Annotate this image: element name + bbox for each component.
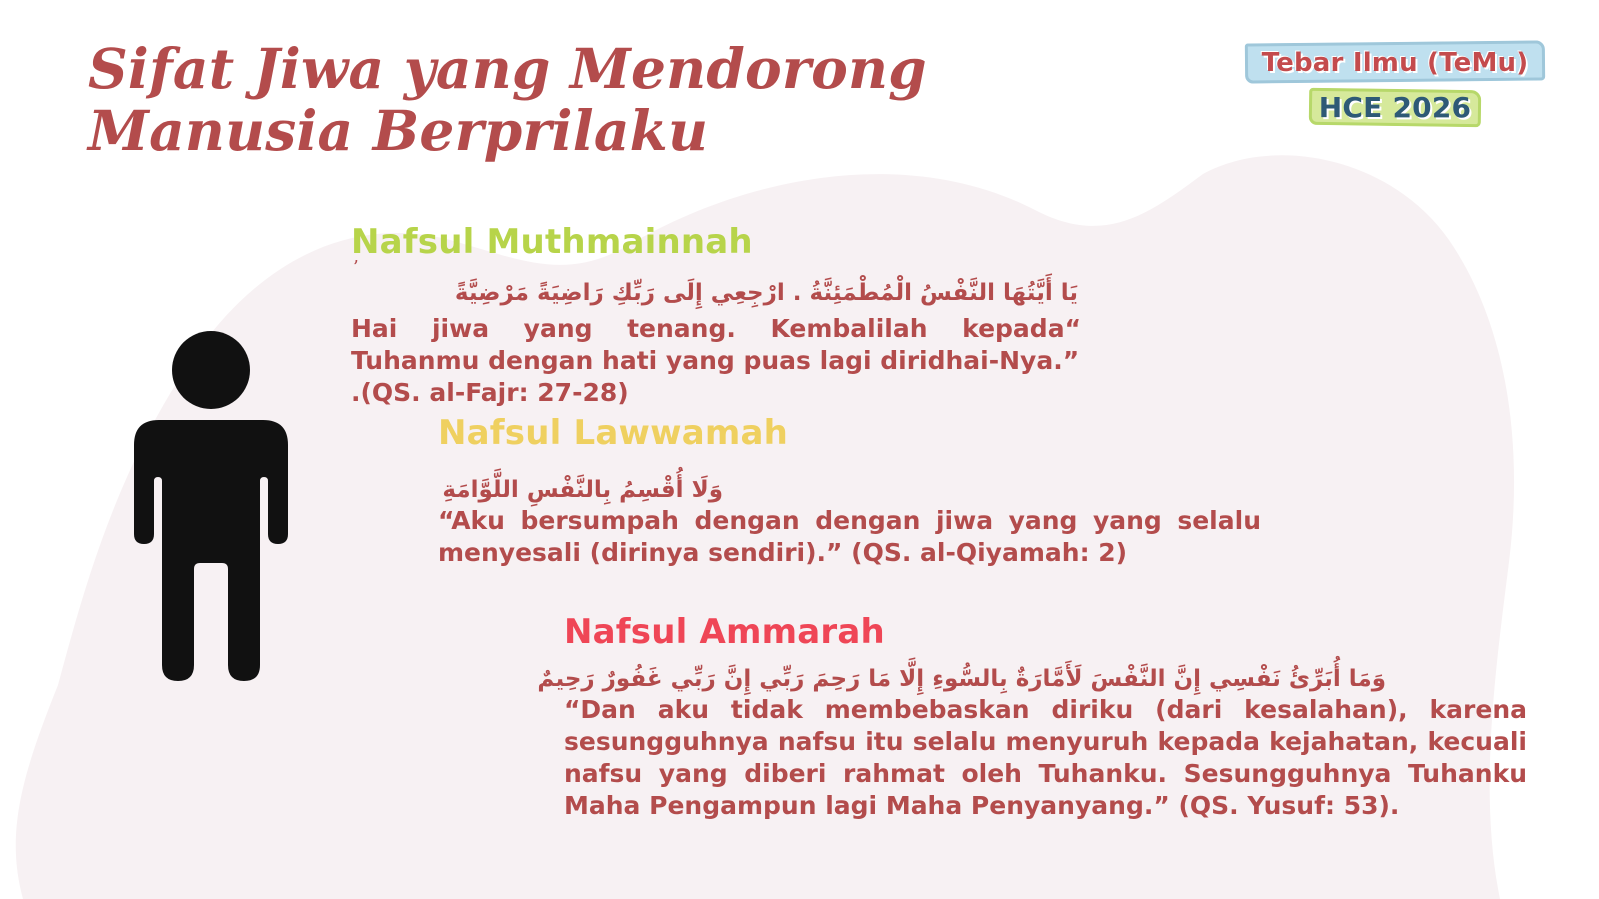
nafsul-lawwamah-title: Nafsul Lawwamah (438, 413, 789, 453)
nafsul-muthmainnah-mark: ’ (353, 257, 359, 278)
nafsul-lawwamah-translation-line-1: “Aku bersumpah dengan dengan jiwa yang yang selalu (438, 506, 1261, 535)
nafsul-lawwamah-translation (438, 505, 1261, 569)
person-icon (134, 331, 288, 681)
nafsul-muthmainnah-translation-line-2: Tuhanmu dengan hati yang puas lagi diridhai-Nya.” (351, 346, 1080, 375)
section-nafsul-lawwamah (438, 413, 1261, 569)
temu-hce-logo (1245, 38, 1545, 133)
slide-title: Sifat Jiwa yang Mendorong Manusia Berprilaku (88, 36, 927, 163)
person-body (134, 420, 288, 681)
nafsul-lawwamah-translation-line-2: menyesali (dirinya sendiri).” (QS. al-Qiyamah: 2) (438, 538, 1128, 567)
nafsul-muthmainnah-arabic: يَا أَيَّتُهَا النَّفْسُ الْمُطْمَئِنَّةُ . ارْجِعِي إِلَى رَبِّكِ رَاضِيَةً مَرْضِيَّةً (454, 280, 1078, 306)
logo-line2-text: HCE 2026 (1318, 91, 1472, 124)
person-head (172, 331, 250, 409)
nafsul-ammarah-translation (564, 694, 1527, 822)
nafsul-ammarah-title: Nafsul Ammarah (564, 612, 885, 652)
section-nafsul-ammarah (537, 612, 1527, 822)
nafsul-lawwamah-arabic: وَلَا أُقْسِمُ بِالنَّفْسِ اللَّوَّامَةِ (442, 477, 723, 503)
nafsul-ammarah-translation-line-2: sesungguhnya nafsu itu selalu menyuruh kepada kejahatan, kecuali (564, 727, 1527, 756)
nafsul-ammarah-translation-line-1: “Dan aku tidak membebaskan diriku (dari kesalahan), karena (564, 695, 1527, 724)
nafsul-muthmainnah-title: Nafsul Muthmainnah (351, 222, 753, 262)
nafsul-ammarah-translation-line-3: nafsu yang diberi rahmat oleh Tuhanku. Sesungguhnya Tuhanku (564, 759, 1527, 788)
nafsul-ammarah-arabic: وَمَا أُبَرِّئُ نَفْسِي إِنَّ النَّفْسَ لَأَمَّارَةٌ بِالسُّوءِ إِلَّا مَا رَحِمَ رَبِّي إِنَّ رَبِّي غَفُورٌ رَحِيمٌ (537, 666, 1386, 692)
nafsul-ammarah-translation-line-4: Maha Pengampun lagi Maha Penyanyang.” (QS. Yusuf: 53). (564, 791, 1400, 820)
nafsul-muthmainnah-translation-line-1: Hai jiwa yang tenang. Kembalilah kepada“ (351, 314, 1081, 343)
nafsul-muthmainnah-translation (351, 313, 1081, 409)
section-nafsul-muthmainnah (351, 222, 1081, 409)
logo-line1-text: Tebar Ilmu (TeMu) (1261, 48, 1529, 78)
nafsul-muthmainnah-reference: .(QS. al-Fajr: 27-28) (351, 378, 629, 407)
